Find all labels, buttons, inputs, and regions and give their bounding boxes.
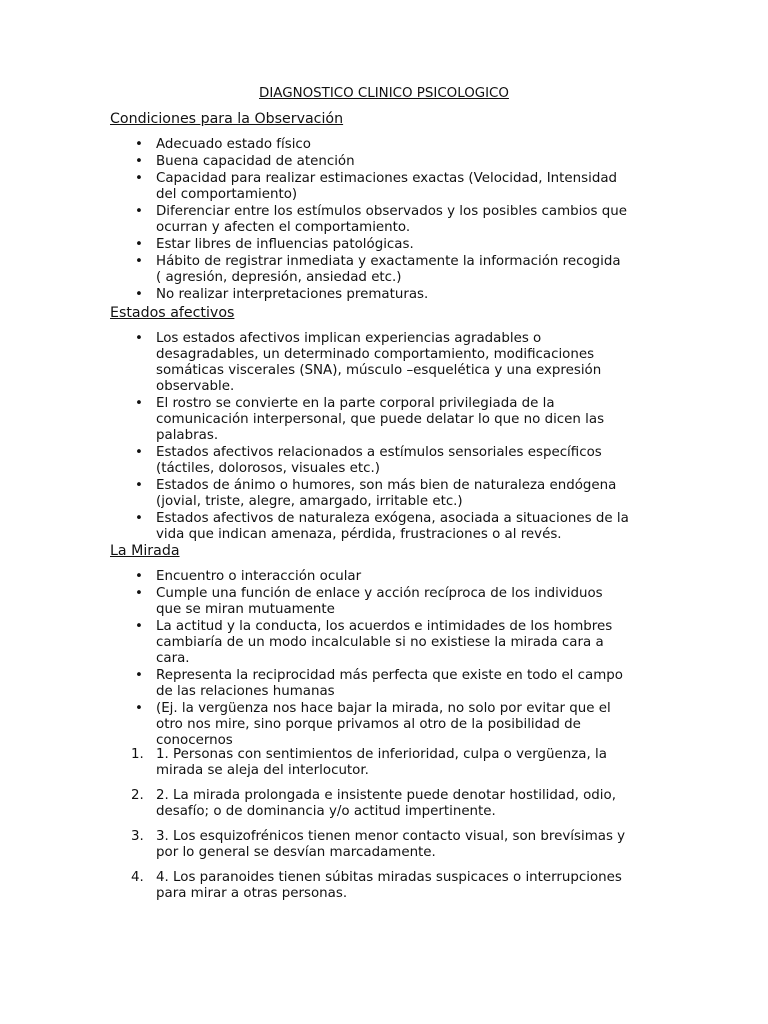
list-item: 2. 2. La mirada prolongada e insistente puede denotar hostilidad, odio, desafío; o de dominancia y/o actitud impertinente. bbox=[131, 788, 616, 819]
list-item: • Estados afectivos de naturaleza exógena, asociada a situaciones de la vida que indican amenaza, pérdida, frustraciones o al revés. bbox=[135, 511, 629, 542]
observacion-list bbox=[135, 137, 676, 304]
list-item: 1. 1. Personas con sentimientos de inferioridad, culpa o vergüenza, la mirada se aleja del interlocutor. bbox=[131, 747, 607, 778]
bullet-icon: • bbox=[135, 204, 143, 219]
list-item: • (Ej. la vergüenza nos hace bajar la mirada, no solo por evitar que el otro nos mire, sino porque privamos al otro de la posibilidad de conocernos bbox=[135, 701, 611, 748]
list-item: • Estar libres de influencias patológicas. bbox=[135, 237, 414, 252]
bullet-icon: • bbox=[135, 331, 143, 346]
bullet-icon: • bbox=[135, 287, 143, 302]
bullet-icon: • bbox=[135, 154, 143, 169]
list-item: • Encuentro o interacción ocular bbox=[135, 569, 362, 584]
document-title: DIAGNOSTICO CLINICO PSICOLOGICO bbox=[259, 86, 509, 101]
list-item: • Adecuado estado físico bbox=[135, 137, 311, 152]
list-item: 4. 4. Los paranoides tienen súbitas miradas suspicaces o interrupciones para mirar a otras personas. bbox=[131, 870, 622, 901]
bullet-icon: • bbox=[135, 171, 143, 186]
list-item: • Estados afectivos relacionados a estímulos sensoriales específicos (táctiles, dolorosos, visuales etc.) bbox=[135, 445, 602, 476]
list-item: 3. 3. Los esquizofrénicos tienen menor contacto visual, son brevísimas y por lo general se desvían marcadamente. bbox=[131, 829, 626, 860]
bullet-icon: • bbox=[135, 701, 143, 716]
bullet-icon: • bbox=[135, 478, 143, 493]
list-item: • Diferenciar entre los estímulos observados y los posibles cambios que ocurran y afecten el comportamiento. bbox=[135, 204, 628, 235]
bullet-icon: • bbox=[135, 569, 143, 584]
la-mirada-list bbox=[135, 569, 676, 750]
list-item: • Capacidad para realizar estimaciones exactas (Velocidad, Intensidad del comportamiento) bbox=[135, 171, 618, 202]
list-item: • Los estados afectivos implican experiencias agradables o desagradables, un determinado comportamiento, modificaciones somáticas viscerales (SNA), músculo –esquelética y una expresión observable. bbox=[135, 331, 602, 394]
section-heading-estados-afectivos: Estados afectivos bbox=[110, 305, 235, 321]
list-item: • Representa la reciprocidad más perfecta que existe en todo el campo de las relaciones humanas bbox=[135, 668, 623, 699]
list-item: • Buena capacidad de atención bbox=[135, 154, 355, 169]
section-heading-observacion: Condiciones para la Observación bbox=[110, 111, 344, 127]
section-heading-la-mirada: La Mirada bbox=[110, 543, 180, 559]
list-item: • Estados de ánimo o humores, son más bien de naturaleza endógena (jovial, triste, alegre, amargado, irritable etc.) bbox=[135, 478, 617, 509]
la-mirada-numbered-list bbox=[131, 747, 676, 911]
bullet-icon: • bbox=[135, 254, 143, 269]
bullet-icon: • bbox=[135, 445, 143, 460]
bullet-icon: • bbox=[135, 396, 143, 411]
bullet-icon: • bbox=[135, 619, 143, 634]
bullet-icon: • bbox=[135, 237, 143, 252]
estados-afectivos-list bbox=[135, 331, 676, 544]
bullet-icon: • bbox=[135, 586, 143, 601]
list-item: • Hábito de registrar inmediata y exactamente la información recogida ( agresión, depresión, ansiedad etc.) bbox=[135, 254, 621, 285]
bullet-icon: • bbox=[135, 511, 143, 526]
bullet-icon: • bbox=[135, 137, 143, 152]
list-item: • Cumple una función de enlace y acción recíproca de los individuos que se miran mutuamente bbox=[135, 586, 603, 617]
list-item: • La actitud y la conducta, los acuerdos e intimidades de los hombres cambiaría de un modo incalculable si no existiese la mirada cara a cara. bbox=[135, 619, 613, 666]
list-item: • No realizar interpretaciones prematuras. bbox=[135, 287, 429, 302]
list-item: • El rostro se convierte en la parte corporal privilegiada de la comunicación interpersonal, que puede delatar lo que no dicen las palabras. bbox=[135, 396, 605, 443]
bullet-icon: • bbox=[135, 668, 143, 683]
